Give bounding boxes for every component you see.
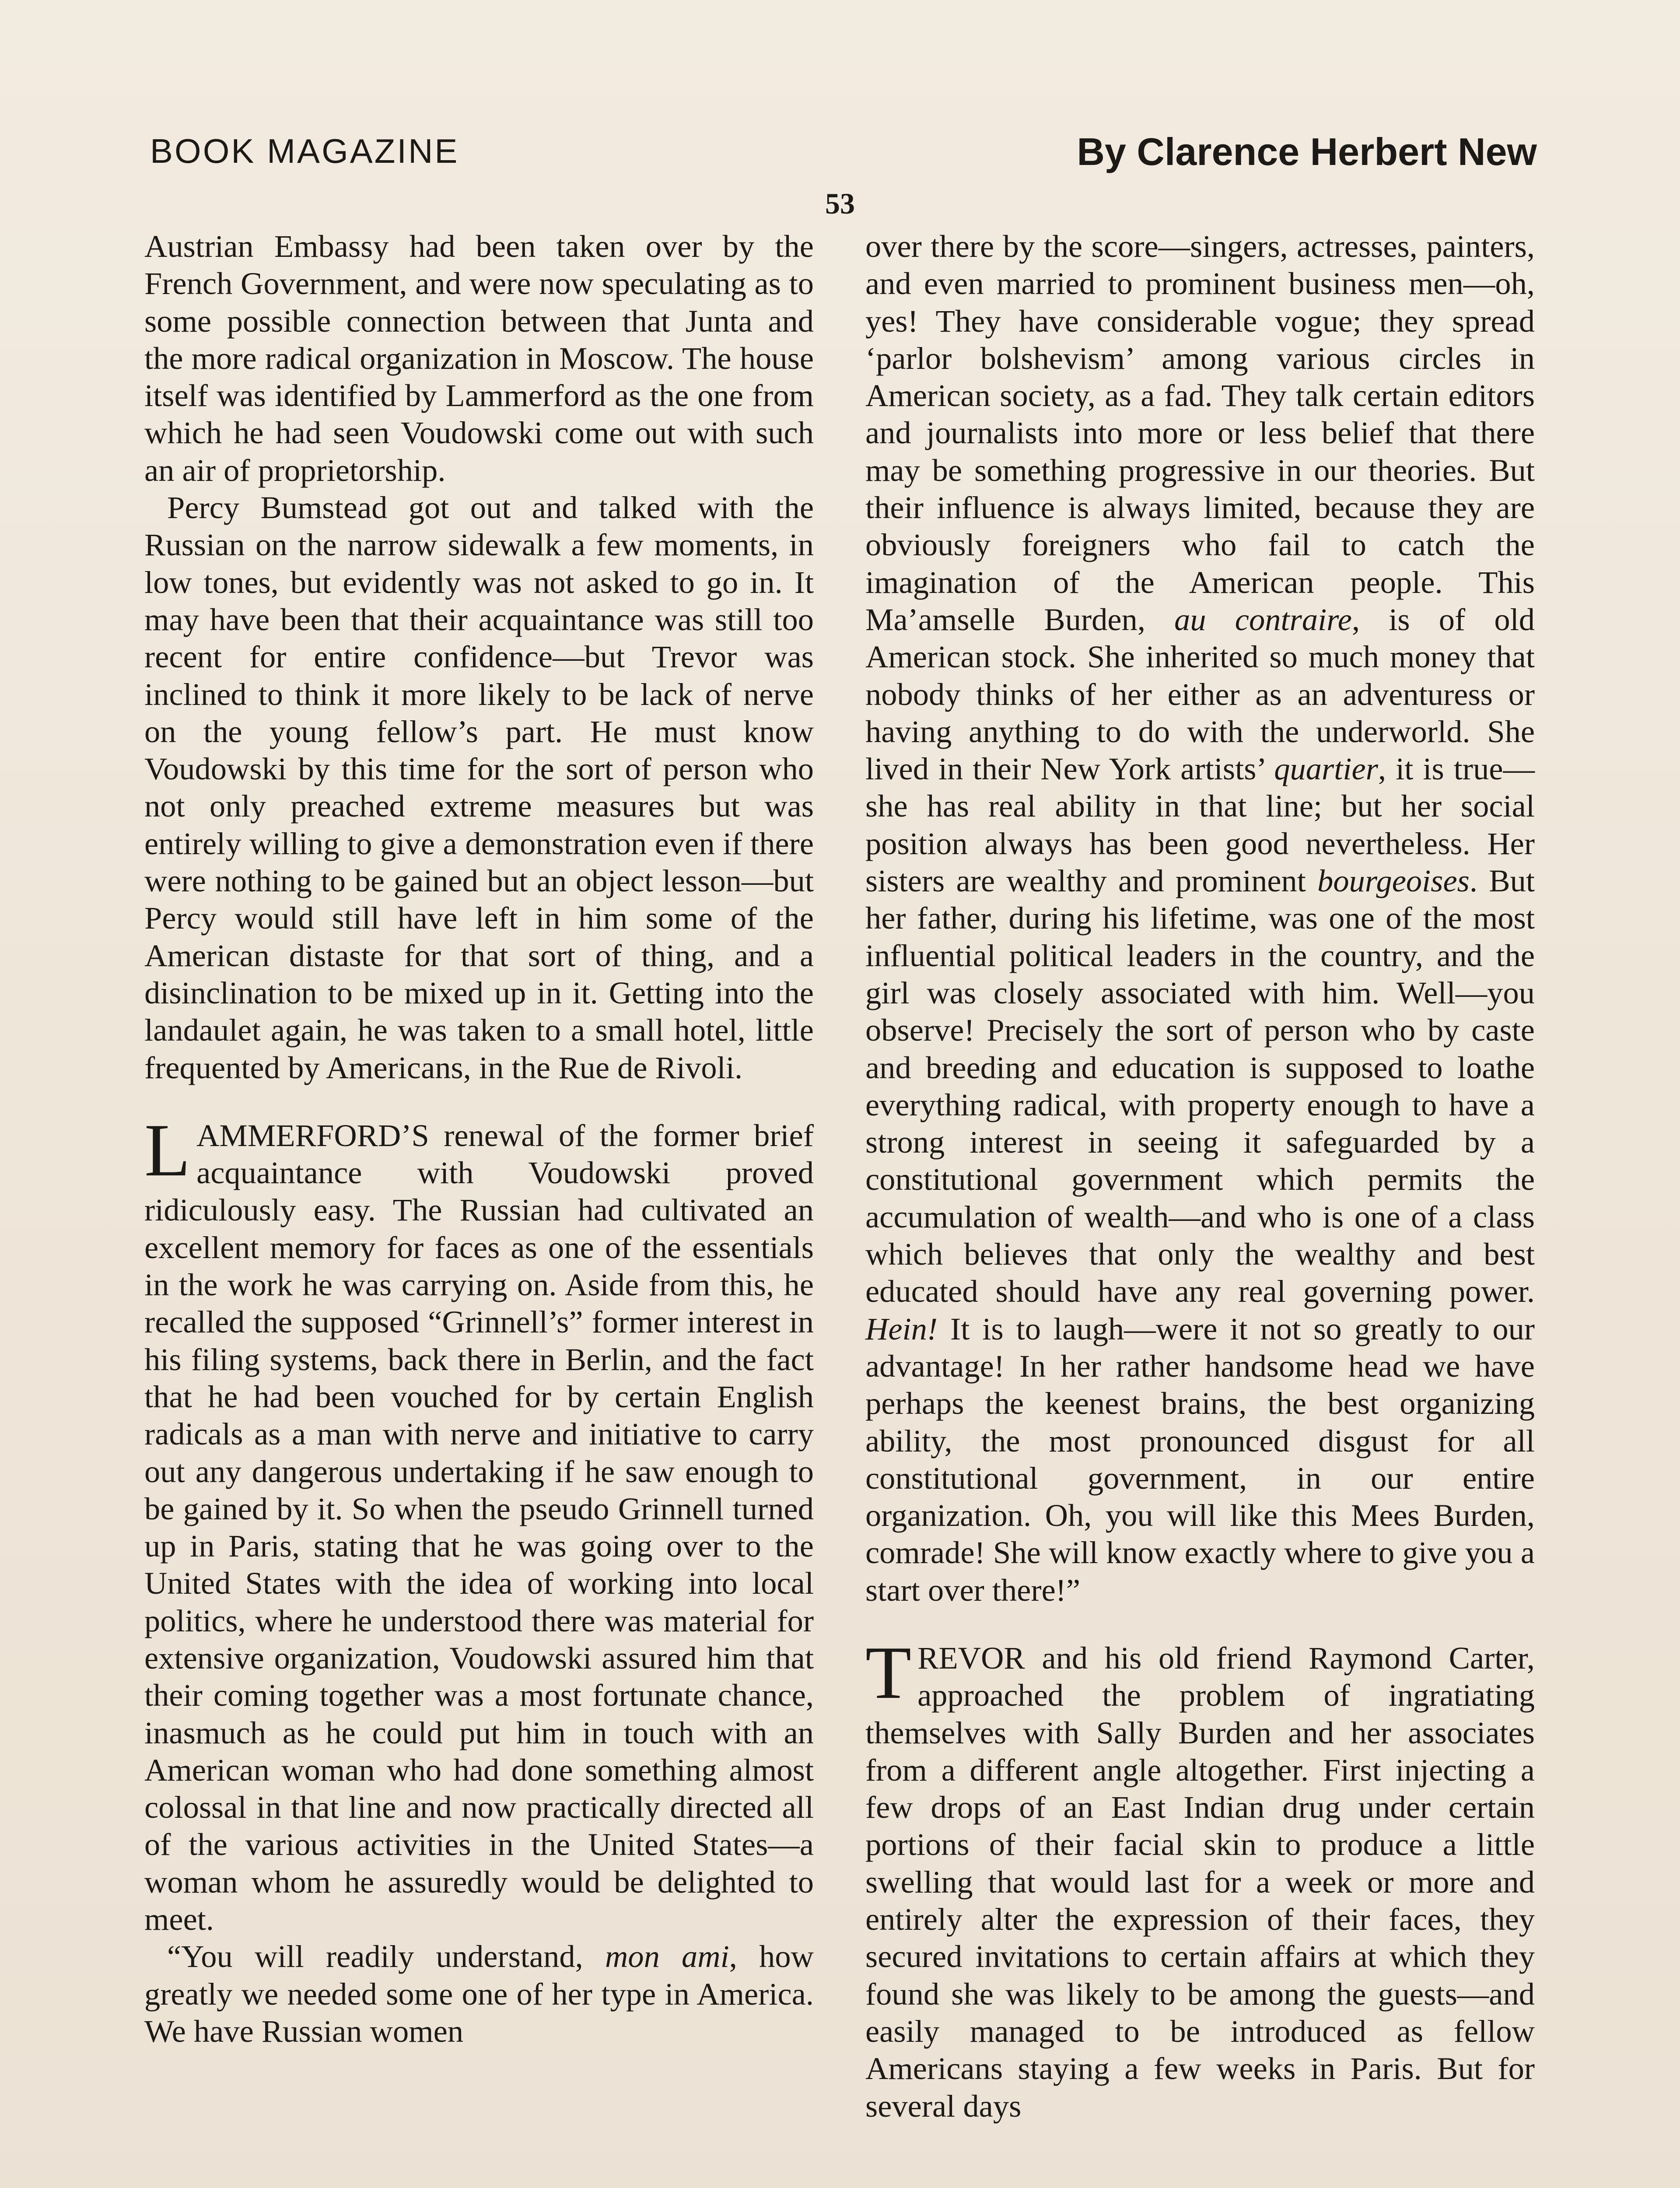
italic-phrase: mon ami [605,1939,729,1974]
italic-phrase: quartier [1274,751,1378,787]
paragraph-text: , it is true—she has real ability in that line; but her social position always has been good nevertheless. Her sisters are wealthy and prominent [865,751,1535,899]
drop-cap: T [865,1631,912,1715]
paragraph: Percy Bumstead got out and talked with the Russian on the narrow sidewalk a few moments, in low tones, but evidently was not asked to go in. It may have been that their acquaintance was still too recent for entire confidence—but Trevor was inclined to think it more likely to be lack of nerve on the young fellow’s part. He must know Voudowski by this time for the sort of person who not only preached extreme measures but was entirely willing to give a demonstration even if there were nothing to be gained but an object lesson—but Percy would still have left in him some of the American distaste for that sort of thing, and a disinclination to be mixed up in it. Getting into the landaulet again, he was taken to a small hotel, little frequented by Americans, in the Rue de Rivoli. [144,490,814,1085]
left-column [144,228,814,2050]
paragraph [865,228,1535,1609]
magazine-title: BOOK MAGAZINE [150,132,459,170]
paragraph-text: REVOR and his old friend Raymond Carter, approached the problem of ingratiating themselves with Sally Burden and her associates from a different angle altogether. First injecting a few drops of an East Indian drug under certain portions of their facial skin to produce a little swelling that would last for a week or more and entirely alter the expression of their faces, they secured invitations to certain affairs at which they found she was likely to be among the guests—and easily managed to be introduced as fellow Americans staying a few weeks in Paris. But for several days [865,1640,1535,2124]
paragraph-text: , is of old American stock. She inherited so much money that nobody thinks of her either as an adventuress or having anything to do with the underworld. She lived in their New York artists’ [865,601,1535,787]
page-number: 53 [825,187,855,220]
right-column [865,228,1535,2125]
paragraph [144,1938,814,2050]
italic-phrase: Hein! [865,1311,938,1346]
paragraph: Austrian Embassy had been taken over by the French Government, and were now speculating as to some possible connection between that Junta and the more radical organization in Moscow. The house itself was identified by Lammerford as the one from which he had seen Voudowski come out with such an air of proprietorship. [144,228,814,488]
italic-phrase: au contraire [1174,601,1352,637]
paragraph-with-dropcap [865,1631,1535,2125]
paragraph-with-dropcap [144,1108,814,1938]
paragraph-text: . But her father, during his lifetime, was one of the most influential political leaders in the country, and the girl was closely associated with him. Well—you observe! Precisely the sort of person who by caste and breeding and education is supposed to loathe everything radical, with property enough to have a strong interest in seeing it safeguarded by a constitutional government which permits the accumulation of wealth—and who is one of a class which believes that only the wealthy and best educated should have any real governing power. [865,863,1535,1309]
drop-cap: L [144,1108,191,1192]
paragraph-text: “You will readily understand, [167,1939,605,1974]
paragraph-text: It is to laugh—were it not so greatly to our advantage! In her rather handsome head we have perhaps the keenest brains, the best organizing ability, the most pronounced disgust for all constitutional government, in our entire organization. Oh, you will like this Mees Burden, comrade! She will know exactly where to give you a start over there!” [865,1311,1535,1608]
italic-phrase: bourgeoises [1317,863,1470,899]
author-byline: By Clarence Herbert New [1077,130,1537,173]
paragraph-text: over there by the score—singers, actresses, painters, and even married to prominent business men—oh, yes! They have considerable vogue; they spread ‘parlor bolshevism’ among various circles in American society, as a fad. They talk certain editors and journalists into more or less belief that there may be something progressive in our theories. But their influence is always limited, because they are obviously foreigners who fail to catch the imagination of the American people. This Ma’amselle Burden, [865,228,1535,637]
paragraph-text: , how greatly we needed some one of her type in America. We have Russian women [144,1939,814,2049]
paragraph-text: AMMERFORD’S renewal of the former brief acquaintance with Voudowski proved ridiculously easy. The Russian had cultivated an excellent memory for faces as one of the essentials in the work he was carrying on. Aside from this, he recalled the supposed “Grinnell’s” former interest in his filing systems, back there in Berlin, and the fact that he had been vouched for by certain English radicals as a man with nerve and initiative to carry out any dangerous undertaking if he saw enough to be gained by it. So when the pseudo Grinnell turned up in Paris, stating that he was going over to the United States with the idea of working into local politics, where he understood there was material for extensive organization, Voudowski assured him that their coming together was a most fortunate chance, inasmuch as he could put him in touch with an American woman who had done something almost colossal in that line and now practically directed all of the various activities in the United States—a woman whom he assuredly would be delighted to meet. [144,1117,814,1937]
